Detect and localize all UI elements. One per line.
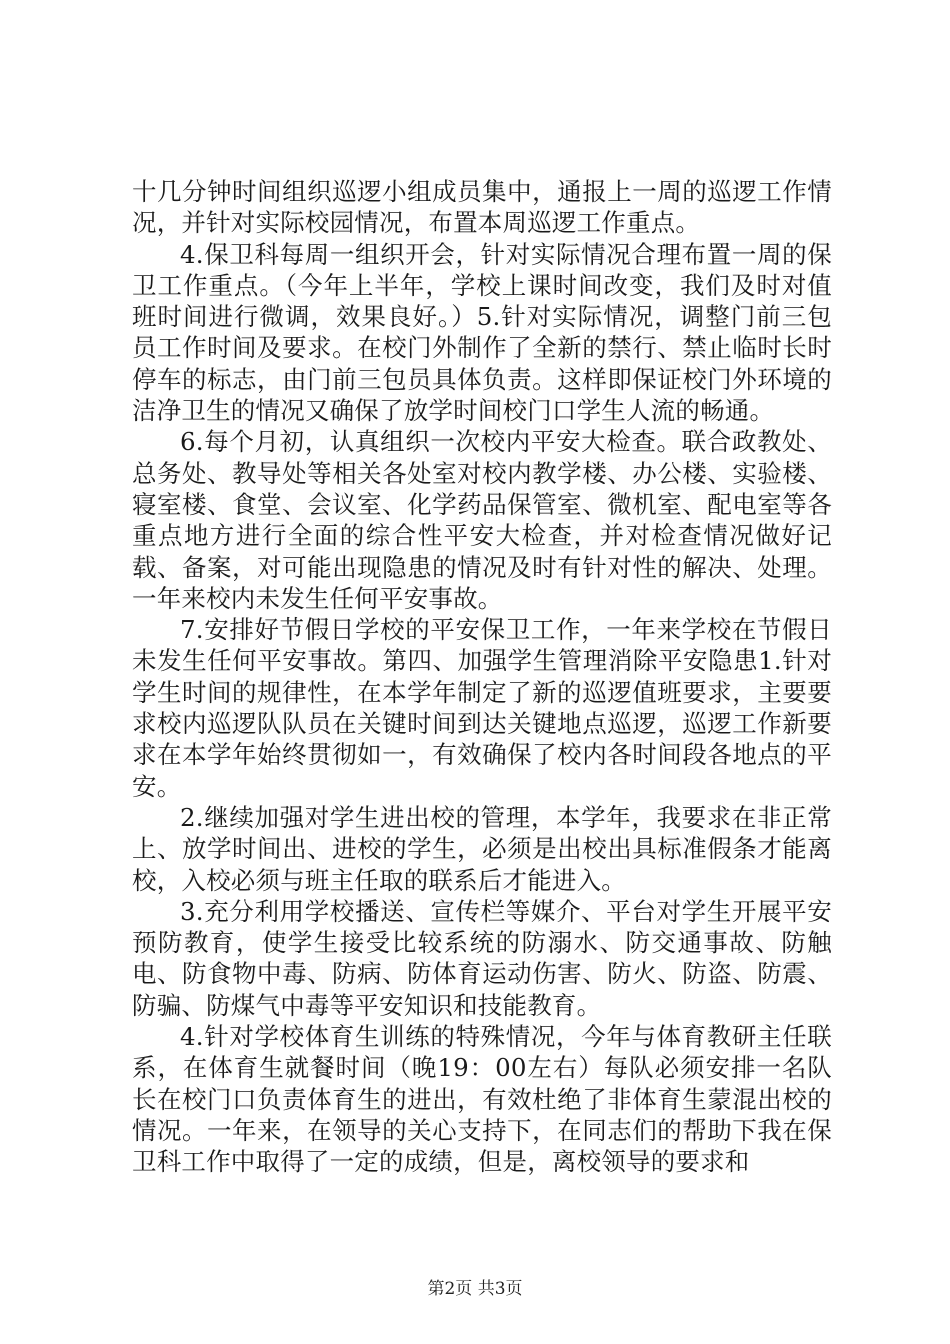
paragraph-item-6: 6.每个月初，认真组织一次校内平安大检查。联合政教处、总务处、教导处等相关各处室对校内教学楼、办公楼、实验楼、寝室楼、食堂、会议室、化学药品保管室、微机室、配电室等各重点地方进行全面的综合性平安大检查，并对检查情况做好记载、备案，对可能出现隐患的情况及时有针对性的解决、处理。一年来校内未发生任何平安事故。	[132, 427, 832, 613]
paragraph-item-3: 3.充分利用学校播送、宣传栏等媒介、平台对学生开展平安预防教育，使学生接受比较系统的防溺水、防交通事故、防触电、防食物中毒、防病、防体育运动伤害、防火、防盗、防震、防骗、防煤气中毒等平安知识和技能教育。	[132, 896, 832, 1020]
paragraph-continuation: 十几分钟时间组织巡逻小组成员集中，通报上一周的巡逻工作情况，并针对实际校园情况，布置本周巡逻工作重点。	[132, 177, 832, 238]
paragraph-item-7: 7.安排好节假日学校的平安保卫工作，一年来学校在节假日未发生任何平安事故。第四、加强学生管理消除平安隐患1.针对学生时间的规律性，在本学年制定了新的巡逻值班要求，主要要求校内巡逻队队员在关键时间到达关键地点巡逻，巡逻工作新要求在本学年始终贯彻如一，有效确保了校内各时间段各地点的平安。	[132, 615, 832, 801]
paragraph-item-4-5: 4.保卫科每周一组织开会，针对实际情况合理布置一周的保卫工作重点。（今年上半年，学校上课时间改变，我们及时对值班时间进行微调，效果良好。）5.针对实际情况，调整门前三包员工作时间及要求。在校门外制作了全新的禁行、禁止临时长时停车的标志，由门前三包员具体负责。这样即保证校门外环境的洁净卫生的情况又确保了放学时间校门口学生人流的畅通。	[132, 239, 832, 426]
paragraph-item-4: 4.针对学校体育生训练的特殊情况，今年与体育教研主任联系，在体育生就餐时间（晚19：00左右）每队必须安排一名队长在校门口负责体育生的进出，有效杜绝了非体育生蒙混出校的情况。一年来，在领导的关心支持下，在同志们的帮助下我在保卫科工作中取得了一定的成绩，但是，离校领导的要求和	[132, 1022, 832, 1177]
document-body	[132, 176, 832, 1178]
page-number-footer: 第2页 共3页	[427, 1279, 523, 1299]
paragraph-item-2: 2.继续加强对学生进出校的管理，本学年，我要求在非正常上、放学时间出、进校的学生，必须是出校出具标准假条才能离校，入校必须与班主任取的联系后才能进入。	[132, 802, 832, 895]
